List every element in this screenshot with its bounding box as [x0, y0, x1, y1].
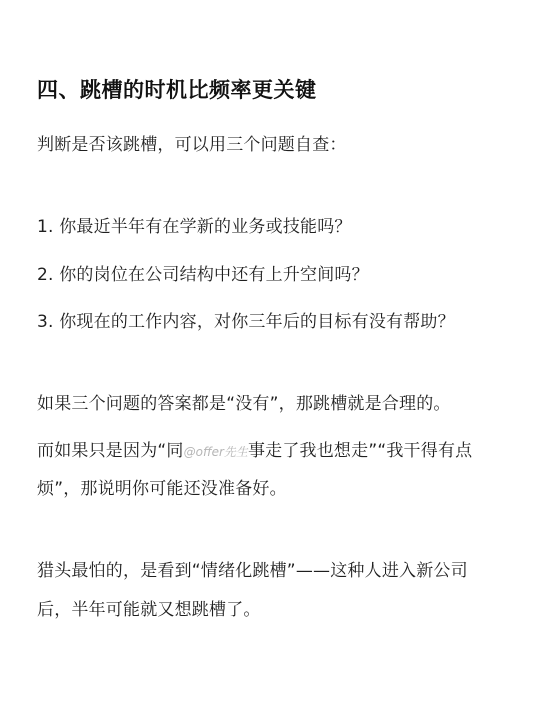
emotional-text-after: 事走了我也想走”“我干得有点	[247, 441, 473, 461]
headhunter-paragraph-line-2: 后，半年可能就又想跳槽了。	[37, 600, 261, 620]
section-heading: 四、跳槽的时机比频率更关键	[37, 78, 317, 102]
emotional-paragraph-line-2: 烦”，那说明你可能还没准备好。	[37, 479, 287, 499]
conclusion-paragraph: 如果三个问题的答案都是“没有”，那跳槽就是合理的。	[37, 394, 451, 414]
question-item-2: 2. 你的岗位在公司结构中还有上升空间吗？	[37, 265, 369, 285]
emotional-text-before: 而如果只是因为“同	[37, 441, 184, 461]
question-item-3: 3. 你现在的工作内容，对你三年后的目标有没有帮助？	[37, 312, 455, 332]
intro-paragraph: 判断是否该跳槽，可以用三个问题自查：	[37, 135, 347, 155]
watermark-label: @offer先生	[183, 445, 248, 459]
question-item-1: 1. 你最近半年有在学新的业务或技能吗？	[37, 217, 352, 237]
headhunter-paragraph-line-1: 猎头最怕的，是看到“情绪化跳槽”——这种人进入新公司	[37, 561, 468, 581]
emotional-paragraph-line-1	[37, 436, 472, 461]
